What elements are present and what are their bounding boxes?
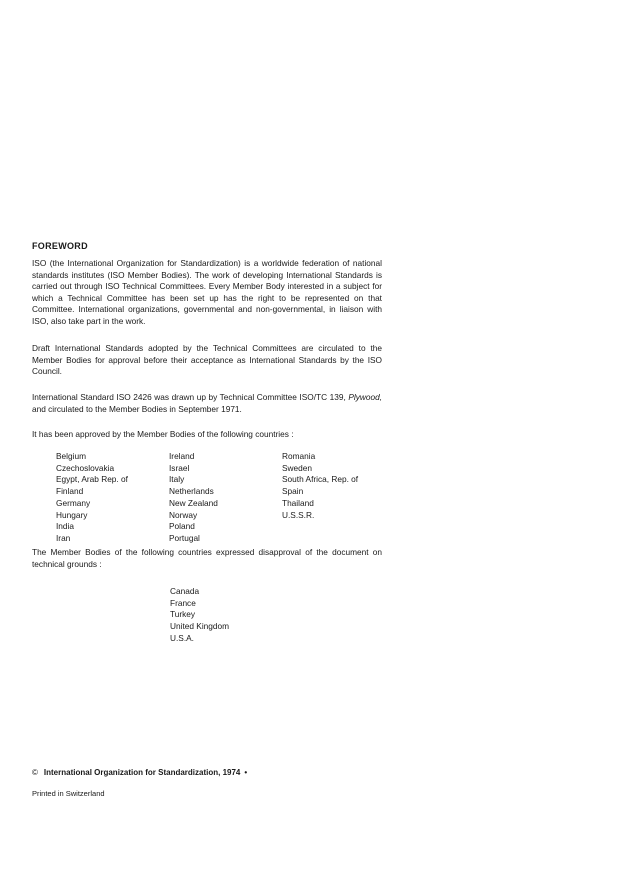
country-item: Poland	[169, 521, 195, 532]
country-item: Hungary	[56, 509, 88, 520]
country-item: France	[170, 597, 196, 608]
country-item: New Zealand	[169, 497, 218, 508]
copyright-text: International Organization for Standardization, 1974	[43, 768, 241, 777]
bullet-icon: •	[244, 768, 248, 777]
country-item: South Africa, Rep. of	[282, 474, 359, 485]
country-item: Iran	[56, 532, 71, 543]
country-item: Czechoslovakia	[56, 462, 115, 473]
country-item: Portugal	[169, 532, 200, 543]
country-item: Canada	[170, 586, 200, 596]
paragraph-draft-standards: Draft International Standards adopted by the Technical Committees are circulated to the Member Bodies for approval before their acceptance as International Standards by the ISO Council.	[32, 343, 382, 377]
country-item: U.S.A.	[170, 632, 194, 643]
country-item: Belgium	[56, 451, 86, 461]
foreword-heading: FOREWORD	[32, 241, 88, 251]
paragraph-standard-origin	[32, 392, 382, 415]
standard-origin-tail: and circulated to the Member Bodies in September 1971.	[32, 403, 242, 414]
country-item: India	[56, 521, 74, 532]
country-item: Spain	[282, 486, 304, 497]
country-item: Ireland	[169, 451, 195, 461]
approved-countries-col1	[56, 451, 128, 545]
country-item: Finland	[56, 486, 84, 497]
plywood-title: Plywood,	[348, 392, 382, 402]
country-item: United Kingdom	[170, 621, 230, 632]
approved-countries-col3	[282, 451, 358, 521]
copyright-icon: ©	[32, 768, 38, 777]
disapproving-countries	[170, 586, 229, 645]
country-item: Germany	[56, 497, 91, 508]
country-item: Israel	[169, 462, 190, 473]
paragraph-iso-intro: ISO (the International Organization for Standardization) is a worldwide federation of national standards institutes (ISO Member Bodies). The work of developing International Standards is carried out through ISO Technical Committees. Every Member Body interested in a subject for which a Technical Committee has been set up has the right to be represented on that Committee. International organizations, governmental and non-governmental, in liaison with ISO, also take part in the work.	[32, 258, 382, 326]
approved-countries-col2	[169, 451, 218, 545]
country-item: Egypt, Arab Rep. of	[56, 474, 128, 485]
country-item: Thailand	[282, 497, 314, 508]
paragraph-disapproval: The Member Bodies of the following countries expressed disapproval of the document on technical grounds :	[32, 547, 382, 569]
country-item: Sweden	[282, 462, 312, 473]
standard-origin-text: International Standard ISO 2426 was drawn up by Technical Committee ISO/TC 139,	[32, 392, 349, 402]
country-item: Netherlands	[169, 486, 214, 497]
country-item: Italy	[169, 474, 185, 485]
country-item: Turkey	[170, 609, 196, 620]
country-item: U.S.S.R.	[282, 509, 315, 520]
printed-in-note: Printed in Switzerland	[32, 789, 105, 798]
paragraph-approval: It has been approved by the Member Bodies of the following countries :	[32, 429, 294, 439]
country-item: Norway	[169, 509, 198, 520]
copyright-line	[32, 768, 247, 777]
country-item: Romania	[282, 451, 316, 461]
